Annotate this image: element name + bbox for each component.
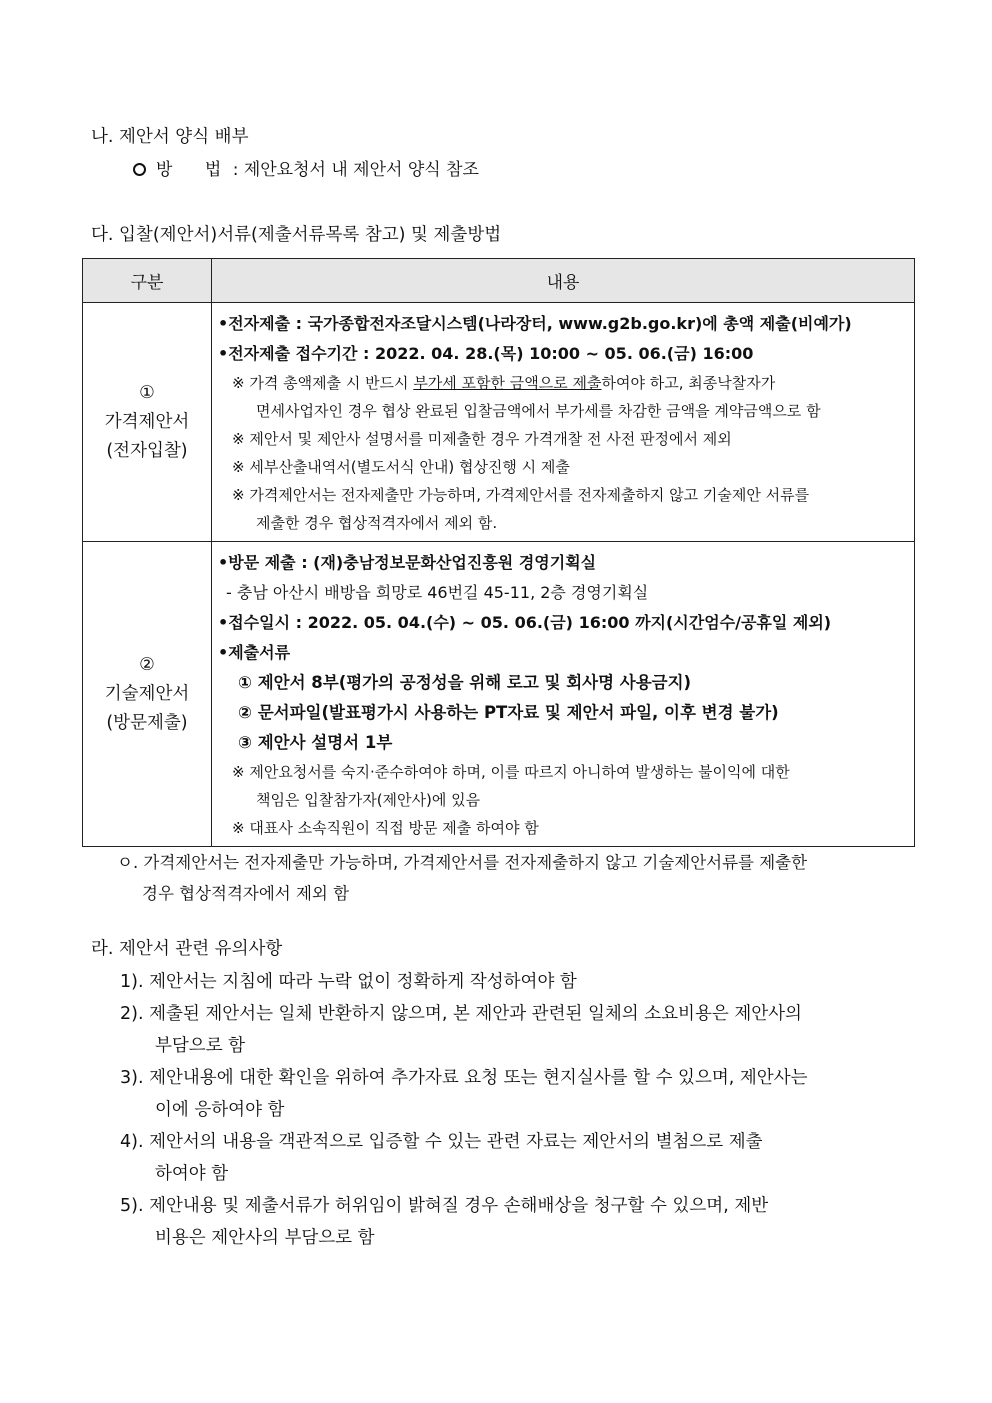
notice-item-5-cont: 비용은 제안사의 부담으로 함	[155, 1228, 375, 1248]
tech-proposal-label	[83, 542, 212, 847]
notice-item-2: 2). 제출된 제안서는 일체 반환하지 않으며, 본 제안과 관련된 일체의 소요비용은 제안사의	[120, 1004, 802, 1024]
tech-label-2: (방문제출)	[106, 712, 188, 733]
price-number: ①	[139, 382, 155, 403]
table-header-row	[83, 259, 915, 303]
submission-table	[82, 258, 915, 847]
notice-item-5: 5). 제안내용 및 제출서류가 허위임이 밝혀질 경우 손해배상을 청구할 수 있으며, 제반	[120, 1196, 769, 1216]
price-label-1: 가격제안서	[104, 411, 190, 432]
notice-item-2-cont: 부담으로 함	[155, 1036, 246, 1056]
price-line-2: •전자제출 접수기간 : 2022. 04. 28.(목) 10:00 ~ 05. 06.(금) 16:00	[218, 344, 754, 363]
notice-item-4-cont: 하여야 함	[155, 1164, 229, 1184]
price-note-1	[218, 369, 908, 397]
tech-note-1-cont: 책임은 입찰참가자(제안사)에 있음	[256, 791, 481, 809]
tech-line-3: •제출서류	[218, 643, 291, 662]
tech-item-3: ③ 제안사 설명서 1부	[238, 733, 393, 752]
price-note-1-a: ※ 가격 총액제출 시 반드시	[232, 374, 414, 392]
tech-note-2: ※ 대표사 소속직원이 직접 방문 제출 하여야 함	[232, 819, 539, 837]
tech-proposal-content	[212, 542, 915, 847]
price-proposal-content	[212, 303, 915, 542]
price-note-1-underline: 부가세 포함한 금액으로 제출	[413, 374, 602, 392]
tech-item-1: ① 제안서 8부(평가의 공정성을 위해 로고 및 회사명 사용금지)	[238, 673, 692, 692]
price-note-3: ※ 세부산출내역서(별도서식 안내) 협상진행 시 제출	[232, 458, 570, 476]
method-value: : 제안요청서 내 제안서 양식 참조	[232, 160, 479, 180]
method-label: 방 법	[156, 160, 222, 180]
tech-note-1: ※ 제안요청서를 숙지·준수하여야 하며, 이를 따르지 아니하여 발생하는 불이익에 대한	[232, 763, 790, 781]
price-note-2: ※ 제안서 및 제안사 설명서를 미제출한 경우 가격개찰 전 사전 판정에서 제외	[232, 430, 732, 448]
section-ra-heading: 라. 제안서 관련 유의사항	[91, 939, 283, 959]
tech-proposal-row	[83, 542, 915, 847]
tech-item-2: ② 문서파일(발표평가시 사용하는 PT자료 및 제안서 파일, 이후 변경 불가)	[238, 703, 779, 722]
circle-bullet-icon	[133, 163, 146, 176]
method-row	[133, 159, 479, 181]
price-note-4-cont: 제출한 경우 협상적격자에서 제외 함.	[256, 514, 498, 532]
table-footnote-1: ㅇ. 가격제안서는 전자제출만 가능하며, 가격제안서를 전자제출하지 않고 기술제안서류를 제출한	[117, 853, 808, 872]
notice-item-3-cont: 이에 응하여야 함	[155, 1100, 285, 1120]
notice-item-4: 4). 제안서의 내용을 객관적으로 입증할 수 있는 관련 자료는 제안서의 별첨으로 제출	[120, 1132, 763, 1152]
section-na-heading: 나. 제안서 양식 배부	[91, 127, 249, 147]
tech-line-1-sub: - 충남 아산시 배방읍 희망로 46번길 45-11, 2층 경영기획실	[226, 583, 649, 602]
price-note-4: ※ 가격제안서는 전자제출만 가능하며, 가격제안서를 전자제출하지 않고 기술제안 서류를	[232, 486, 810, 504]
price-note-1-b: 하여야 하고, 최종낙찰자가	[601, 374, 776, 392]
notice-item-3: 3). 제안내용에 대한 확인을 위하여 추가자료 요청 또는 현지실사를 할 수 있으며, 제안사는	[120, 1068, 808, 1088]
tech-line-1: •방문 제출 : (재)충남정보문화산업진흥원 경영기획실	[218, 553, 597, 572]
tech-number: ②	[139, 654, 155, 675]
price-note-1-cont: 면세사업자인 경우 협상 완료된 입찰금액에서 부가세를 차감한 금액을 계약금액으로 함	[256, 402, 821, 420]
header-content: 내용	[212, 259, 915, 303]
price-label-2: (전자입찰)	[106, 440, 188, 461]
notice-item-1: 1). 제안서는 지침에 따라 누락 없이 정확하게 작성하여야 함	[120, 972, 577, 992]
table-footnote-2: 경우 협상적격자에서 제외 함	[142, 884, 350, 903]
price-proposal-label	[83, 303, 212, 542]
price-proposal-row	[83, 303, 915, 542]
header-category: 구분	[83, 259, 212, 303]
section-da-heading: 다. 입찰(제안서)서류(제출서류목록 참고) 및 제출방법	[91, 225, 502, 245]
tech-label-1: 기술제안서	[104, 683, 190, 704]
tech-line-2: •접수일시 : 2022. 05. 04.(수) ~ 05. 06.(금) 16:00 까지(시간엄수/공휴일 제외)	[218, 613, 832, 632]
price-line-1: •전자제출 : 국가종합전자조달시스템(나라장터, www.g2b.go.kr)에 총액 제출(비예가)	[218, 314, 852, 333]
